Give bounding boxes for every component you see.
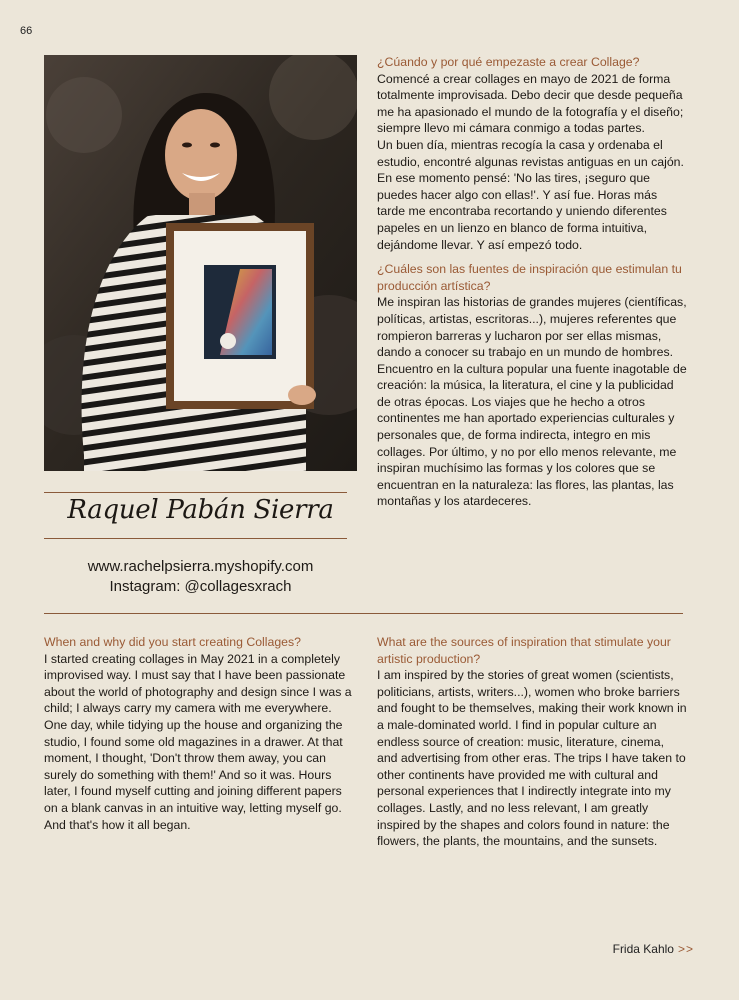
- spanish-question-2: ¿Cuáles son las fuentes de inspiración que estimulan tu producción artística?: [377, 262, 682, 293]
- english-answer-2: I am inspired by the stories of great women (scientists, politicians, artists, writers...), women who broke barriers and fought to be themselves, making their work known in a male-dominated world. I find in popular culture an endless source of creation: music, literature, cinema, and advertising from other eras. The trips I have taken to other continents have provided me with cultural and personal experiences that I indirectly integrate into my collages. Lastly, and no less relevant, I am greatly inspired by the shapes and colors found in nature: the flowers, the plants, the mountains, and the sunsets.: [377, 668, 687, 849]
- portrait-photo: [44, 55, 357, 471]
- name-top-rule: [44, 492, 347, 493]
- page-number: 66: [20, 25, 33, 37]
- english-question-2: What are the sources of inspiration that stimulate your artistic production?: [377, 635, 671, 666]
- next-arrows-icon: >>: [677, 942, 694, 956]
- spanish-answer-1: Comencé a crear collages en mayo de 2021 de forma totalmente improvisada. Debo decir que desde pequeña me ha apasionado el mundo de la fotografía y el diseño; siempre llevo mi cámara conmigo a todas partes.: [377, 71, 684, 136]
- english-interview-right: [377, 634, 687, 850]
- spanish-question-1: ¿Cúando y por qué empezaste a crear Collage?: [377, 55, 640, 69]
- instagram-handle[interactable]: Instagram: @collagesxrach: [109, 578, 292, 595]
- spanish-answer-2: Me inspiran las historias de grandes mujeres (científicas, políticas, artistas, escritoras...), mujeres referentes que rompieron barreras y lucharon por ser ellas mismas, dando a conocer su trabajo en un mundo de hombres. Encuentro en la cultura popular una fuente inagotable de creación: la música, la literatura, el cine y la publicidad de otras épocas. Los viajes que he hecho a otros continentes me han aportado experiencias culturales y personales que, de forma indirecta, integro en mis collages. Por último, y no por ello menos relevante, me inspiran muchísimo las formas y los colores que se encuentran en la naturaleza: las flores, las plantas, las montañas y los atardeceres.: [377, 295, 687, 509]
- english-answer-1b: One day, while tidying up the house and organizing the studio, I found some old magazines in a drawer. At that moment, I thought, 'Don't throw them away, you can surely do something with them!' And so it was. Hours later, I found myself cutting and joining different papers on a blank canvas in an intuitive way, letting myself go. And that's how it all began.: [44, 717, 343, 832]
- english-answer-1: I started creating collages in May 2021 in a completely improvised way. I must say that I have been passionate about the world of photography and design since I was a child; I always carry my camera with me everywhere.: [44, 651, 352, 716]
- section-divider: [44, 613, 683, 614]
- name-bottom-rule: [44, 538, 347, 539]
- english-question-1: When and why did you start creating Collages?: [44, 635, 302, 649]
- english-interview-left: [44, 634, 354, 833]
- footer-next-link[interactable]: [613, 942, 694, 956]
- spanish-interview: [377, 54, 687, 510]
- footer-label: Frida Kahlo: [612, 942, 674, 956]
- website-link[interactable]: www.rachelpsierra.myshopify.com: [87, 558, 314, 575]
- spanish-answer-1b: Un buen día, mientras recogía la casa y ordenaba el estudio, encontré algunas revistas antiguas en un cajón. En ese momento pensé: 'No las tires, ¡seguro que puedes hacer algo con ellas!'. Y así fue. Horas más tarde me encontraba recortando y uniendo diferentes papeles en un lienzo en blanco de forma intuitiva, dejándome llevar. Y así empezó todo.: [377, 137, 684, 252]
- artist-name: Raquel Pabán Sierra: [67, 495, 334, 525]
